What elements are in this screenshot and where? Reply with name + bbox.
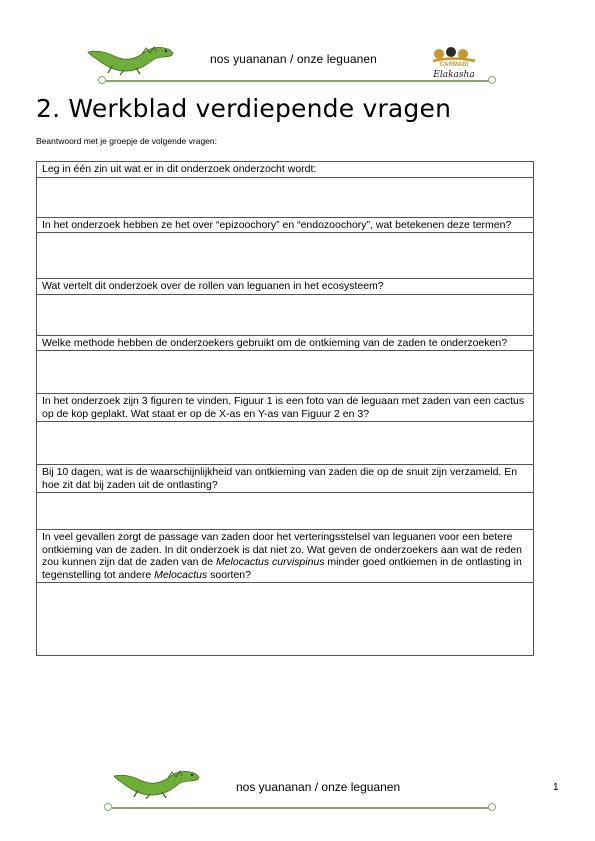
question-text: Wat vertelt dit onderzoek over de rollen van leguanen in het ecosysteem? xyxy=(37,279,534,295)
footer-title: nos yuananan / onze leguanen xyxy=(236,780,401,794)
iguana-icon xyxy=(110,764,206,800)
footer-rule xyxy=(112,807,490,809)
footer-rule-dot-right xyxy=(488,803,496,811)
answer-row[interactable] xyxy=(37,493,534,530)
answer-row[interactable] xyxy=(37,177,534,217)
answer-field[interactable] xyxy=(37,233,534,279)
species-name: Melocactus xyxy=(154,568,208,581)
question-table xyxy=(36,161,534,656)
question-text: Welke methode hebben de onderzoekers gebruikt om de ontkieming van de zaden te onderzoeken? xyxy=(37,335,534,351)
question-row xyxy=(37,279,534,295)
question-text: Leg in één zin uit wat er in dit onderzoek onderzocht wordt: xyxy=(37,162,534,178)
question-row xyxy=(37,162,534,178)
answer-row[interactable] xyxy=(37,233,534,279)
answer-field[interactable] xyxy=(37,294,534,335)
question-row xyxy=(37,217,534,233)
answer-row[interactable] xyxy=(37,294,534,335)
question-row xyxy=(37,530,534,583)
question-text-part: soorten? xyxy=(207,568,251,581)
header-rule-dot-right xyxy=(488,76,496,84)
question-text-part: minder goed ontkiemen in de ontlasting in tegenstelling tot andere xyxy=(42,556,522,581)
svg-text:CARMABI: CARMABI xyxy=(439,62,469,68)
question-text-part: In veel gevallen zorgt de passage van zaden door het verteringsstelsel van leguanen voor een betere ontkieming van de zaden. In dit onderzoek is dat niet zo. Wat geven de onderzoekers aan wat de reden zou kunnen zijn dat de zaden van de xyxy=(42,531,522,568)
footer-rule-dot-left xyxy=(104,803,112,811)
answer-row[interactable] xyxy=(37,583,534,656)
question-text: In het onderzoek hebben ze het over “epizoochory” en “endozoochory”, wat betekenen deze termen? xyxy=(37,217,534,233)
question-text: Bij 10 dagen, wat is de waarschijnlijkheid van ontkieming van zaden die op de snuit zijn verzameld. En hoe zit dat bij zaden uit de ontlasting? xyxy=(37,465,534,493)
answer-row[interactable] xyxy=(37,422,534,465)
answer-field[interactable] xyxy=(37,177,534,217)
header-rule-dot-left xyxy=(98,76,106,84)
question-row xyxy=(37,465,534,493)
intro-text: Beantwoord met je groepje de volgende vragen: xyxy=(36,136,217,146)
header-rule xyxy=(106,80,490,82)
question-text: In het onderzoek zijn 3 figuren te vinden. Figuur 1 is een foto van de leguaan met zaden van een cactus op de kop geplakt. Wat staat er op de X-as en Y-as van Figuur 2 en 3? xyxy=(37,394,534,422)
page-title: 2. Werkblad verdiepende vragen xyxy=(36,94,452,123)
question-row xyxy=(37,335,534,351)
page-number: 1 xyxy=(553,782,559,793)
answer-field[interactable] xyxy=(37,583,534,656)
svg-text:Elakasha: Elakasha xyxy=(433,70,475,80)
page-header xyxy=(0,36,595,90)
iguana-icon xyxy=(84,40,180,76)
answer-field[interactable] xyxy=(37,422,534,465)
answer-field[interactable] xyxy=(37,351,534,394)
answer-row[interactable] xyxy=(37,351,534,394)
header-title: nos yuananan / onze leguanen xyxy=(210,52,377,66)
question-text xyxy=(37,530,534,583)
question-row xyxy=(37,394,534,422)
page-footer xyxy=(0,760,595,820)
species-name: Melocactus curvispinus xyxy=(215,556,325,568)
answer-field[interactable] xyxy=(37,493,534,530)
carmabi-logo xyxy=(425,44,483,82)
